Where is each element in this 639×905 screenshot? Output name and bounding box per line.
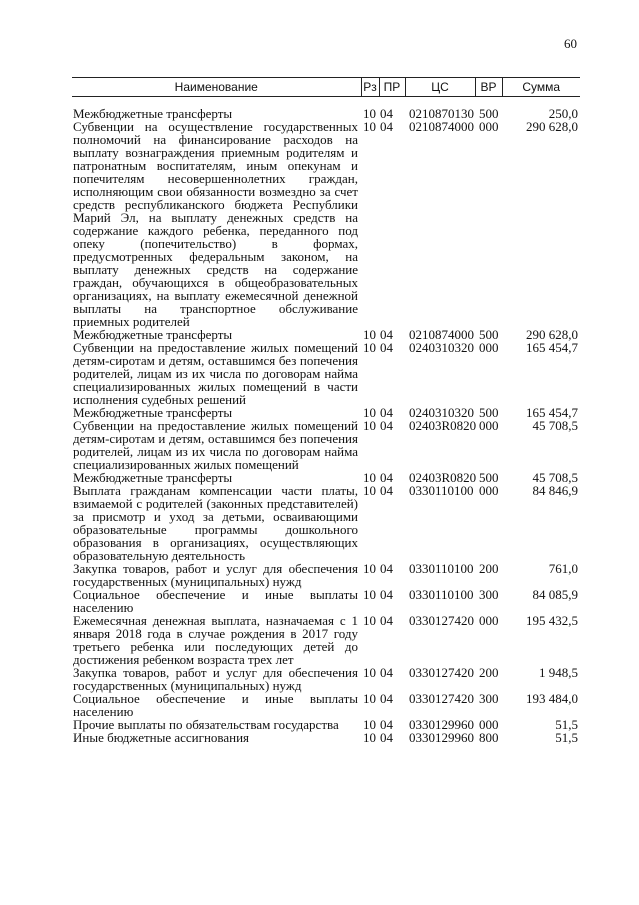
row-name: Субвенции на предоставление жилых помещений детям-сиротам и детям, оставшимся без попечения родителей, лицам из их числа по договорам найма специализированных жилых помещений <box>73 418 358 472</box>
row-sum: 290 628,0 <box>526 327 578 342</box>
row-rz: 10 <box>363 106 376 121</box>
row-cs: 0330110100 <box>409 561 474 576</box>
row-cs: 0330110100 <box>409 483 474 498</box>
row-pr: 04 <box>380 483 393 498</box>
row-cs: 0210870130 <box>409 106 474 121</box>
row-sum: 51,5 <box>555 717 578 732</box>
row-vr: 000 <box>479 340 499 355</box>
row-cs: 0330110100 <box>409 587 474 602</box>
row-sum: 51,5 <box>555 730 578 745</box>
row-vr: 500 <box>479 106 499 121</box>
row-name: Иные бюджетные ассигнования <box>73 730 250 745</box>
row-cs: 0330129960 <box>409 717 474 732</box>
header-vr: ВР <box>475 78 502 97</box>
row-vr: 000 <box>479 717 499 732</box>
row-pr: 04 <box>380 106 393 121</box>
row-sum: 45 708,5 <box>532 470 578 485</box>
header-rz: Рз <box>361 78 379 97</box>
row-sum: 165 454,7 <box>526 405 578 420</box>
table-row <box>72 419 580 471</box>
row-cs: 0210874000 <box>409 119 474 134</box>
header-pr: ПР <box>379 78 405 97</box>
page-number: 60 <box>564 36 577 51</box>
table-row <box>72 484 580 562</box>
table-row <box>72 588 580 614</box>
row-cs: 0330127420 <box>409 665 474 680</box>
row-vr: 800 <box>479 730 499 745</box>
row-rz: 10 <box>363 470 376 485</box>
row-pr: 04 <box>380 730 393 745</box>
row-cs: 0330127420 <box>409 691 474 706</box>
row-name: Выплата гражданам компенсации части платы, взимаемой с родителей (законных представителей) за присмотр и уход за детьми, осваивающими образовательные программы дошкольного образования в организациях, осуществляющих образовательную деятельность <box>73 483 358 563</box>
row-pr: 04 <box>380 418 393 433</box>
row-vr: 500 <box>479 470 499 485</box>
row-cs: 0240310320 <box>409 340 474 355</box>
row-rz: 10 <box>363 418 376 433</box>
table-row <box>72 614 580 666</box>
row-sum: 84 846,9 <box>532 483 578 498</box>
row-sum: 45 708,5 <box>532 418 578 433</box>
row-rz: 10 <box>363 119 376 134</box>
row-rz: 10 <box>363 340 376 355</box>
row-name: Социальное обеспечение и иные выплаты населению <box>73 587 358 615</box>
row-cs: 02403R0820 <box>409 470 477 485</box>
row-rz: 10 <box>363 613 376 628</box>
table-row <box>72 692 580 718</box>
table-row <box>72 120 580 328</box>
row-pr: 04 <box>380 327 393 342</box>
row-cs: 02403R0820 <box>409 418 477 433</box>
row-rz: 10 <box>363 483 376 498</box>
row-vr: 000 <box>479 418 499 433</box>
row-sum: 195 432,5 <box>526 613 578 628</box>
table-header-row <box>72 78 580 97</box>
row-rz: 10 <box>363 561 376 576</box>
row-name: Межбюджетные трансферты <box>73 470 233 485</box>
table-row <box>72 341 580 406</box>
table-row <box>72 731 580 744</box>
row-cs: 0330129960 <box>409 730 474 745</box>
row-name: Закупка товаров, работ и услуг для обеспечения государственных (муниципальных) нужд <box>73 665 358 693</box>
row-vr: 300 <box>479 587 499 602</box>
table-row <box>72 562 580 588</box>
row-pr: 04 <box>380 405 393 420</box>
row-rz: 10 <box>363 405 376 420</box>
row-name: Прочие выплаты по обязательствам государства <box>73 717 339 732</box>
row-name: Социальное обеспечение и иные выплаты населению <box>73 691 358 719</box>
row-cs: 0330127420 <box>409 613 474 628</box>
row-name: Закупка товаров, работ и услуг для обеспечения государственных (муниципальных) нужд <box>73 561 358 589</box>
table-row <box>72 666 580 692</box>
row-pr: 04 <box>380 119 393 134</box>
row-pr: 04 <box>380 665 393 680</box>
row-pr: 04 <box>380 691 393 706</box>
budget-table <box>72 77 580 744</box>
table-row <box>72 97 580 121</box>
row-sum: 1 948,5 <box>539 665 578 680</box>
row-rz: 10 <box>363 665 376 680</box>
row-vr: 500 <box>479 405 499 420</box>
row-pr: 04 <box>380 561 393 576</box>
row-cs: 0210874000 <box>409 327 474 342</box>
row-vr: 500 <box>479 327 499 342</box>
header-name: Наименование <box>72 78 361 97</box>
row-rz: 10 <box>363 717 376 732</box>
row-pr: 04 <box>380 613 393 628</box>
row-sum: 250,0 <box>548 106 578 121</box>
row-vr: 000 <box>479 483 499 498</box>
row-rz: 10 <box>363 730 376 745</box>
row-pr: 04 <box>380 717 393 732</box>
row-vr: 200 <box>479 561 499 576</box>
row-name: Субвенции на осуществление государственных полномочий на финансирование расходов на выплату вознаграждения приемным родителям и патронатным воспитателям, иным опекунам и попечителям несовершеннолетних граждан, исполняющим свои обязанности возмездно за счет средств республиканского бюджета Республики Марий Эл, на выплату денежных средств на содержание каждого ребенка, переданного под опеку (попечительство) в формах, предусмотренных федеральным законом, на выплату денежных средств на содержание граждан, обучающихся в общеобразовательных организациях, на выплату ежемесячной денежной выплаты на транспортное обслуживание приемных родителей <box>73 119 358 329</box>
row-sum: 84 085,9 <box>532 587 578 602</box>
row-cs: 0240310320 <box>409 405 474 420</box>
row-vr: 300 <box>479 691 499 706</box>
row-rz: 10 <box>363 327 376 342</box>
row-name: Межбюджетные трансферты <box>73 405 233 420</box>
row-rz: 10 <box>363 587 376 602</box>
row-vr: 200 <box>479 665 499 680</box>
header-cs: ЦС <box>405 78 475 97</box>
row-pr: 04 <box>380 340 393 355</box>
row-vr: 000 <box>479 613 499 628</box>
row-name: Межбюджетные трансферты <box>73 327 233 342</box>
row-rz: 10 <box>363 691 376 706</box>
table-body <box>72 97 580 745</box>
row-name: Межбюджетные трансферты <box>73 106 233 121</box>
row-sum: 165 454,7 <box>526 340 578 355</box>
row-pr: 04 <box>380 470 393 485</box>
row-name: Ежемесячная денежная выплата, назначаемая с 1 января 2018 года в случае рождения в 2017 году третьего ребенка или последующих детей до достижения ребенком возраста трех лет <box>73 613 358 667</box>
row-sum: 761,0 <box>548 561 578 576</box>
row-sum: 290 628,0 <box>526 119 578 134</box>
header-sum: Сумма <box>502 78 580 97</box>
row-sum: 193 484,0 <box>526 691 578 706</box>
row-pr: 04 <box>380 587 393 602</box>
row-vr: 000 <box>479 119 499 134</box>
row-name: Субвенции на предоставление жилых помещений детям-сиротам и детям, оставшимся без попечения родителей, лицам из их числа по договорам найма специализированных жилых помещений в части исполнения судебных решений <box>73 340 358 407</box>
